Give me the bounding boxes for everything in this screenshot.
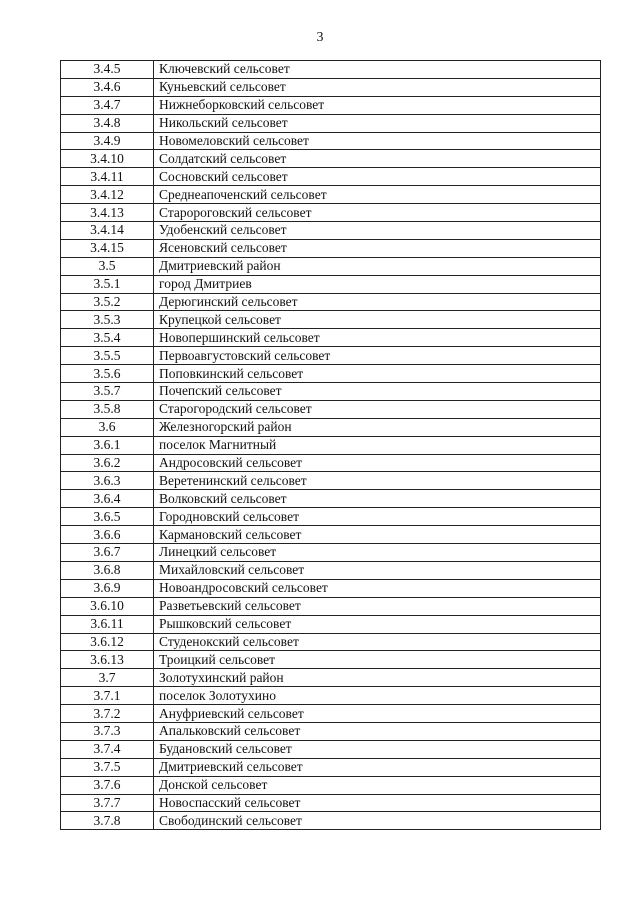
row-name-cell: Почепский сельсовет	[154, 383, 601, 401]
table-row	[61, 293, 601, 311]
table-row	[61, 544, 601, 562]
row-code-cell: 3.7.3	[61, 722, 154, 740]
row-name-cell: Среднеапоченский сельсовет	[154, 186, 601, 204]
row-name-cell: Удобенский сельсовет	[154, 222, 601, 240]
row-code-cell: 3.4.8	[61, 114, 154, 132]
row-name-cell: Старогородский сельсовет	[154, 400, 601, 418]
row-code-cell: 3.7.2	[61, 705, 154, 723]
row-code-cell: 3.4.7	[61, 96, 154, 114]
row-name-cell: Поповкинский сельсовет	[154, 365, 601, 383]
table-row	[61, 615, 601, 633]
row-name-cell: Веретенинский сельсовет	[154, 472, 601, 490]
table-row	[61, 61, 601, 79]
row-code-cell: 3.6.1	[61, 436, 154, 454]
table-row	[61, 168, 601, 186]
table-row	[61, 400, 601, 418]
row-code-cell: 3.6.10	[61, 597, 154, 615]
row-code-cell: 3.5	[61, 257, 154, 275]
row-name-cell: Апальковский сельсовет	[154, 722, 601, 740]
table-row	[61, 597, 601, 615]
row-code-cell: 3.4.5	[61, 61, 154, 79]
row-name-cell: Андросовский сельсовет	[154, 454, 601, 472]
table-row	[61, 132, 601, 150]
row-code-cell: 3.5.2	[61, 293, 154, 311]
table-row	[61, 222, 601, 240]
table-row	[61, 526, 601, 544]
row-name-cell: поселок Золотухино	[154, 687, 601, 705]
row-code-cell: 3.6.12	[61, 633, 154, 651]
table-row	[61, 812, 601, 830]
row-code-cell: 3.7.6	[61, 776, 154, 794]
row-code-cell: 3.5.5	[61, 347, 154, 365]
row-code-cell: 3.6.5	[61, 508, 154, 526]
table-row	[61, 311, 601, 329]
table-row	[61, 490, 601, 508]
row-name-cell: Солдатский сельсовет	[154, 150, 601, 168]
table-row	[61, 96, 601, 114]
table-row	[61, 758, 601, 776]
row-name-cell: Линецкий сельсовет	[154, 544, 601, 562]
row-code-cell: 3.5.6	[61, 365, 154, 383]
row-name-cell: Первоавгустовский сельсовет	[154, 347, 601, 365]
table-row	[61, 418, 601, 436]
page-number: 3	[316, 30, 324, 45]
table-row	[61, 114, 601, 132]
table-row	[61, 365, 601, 383]
table-row	[61, 239, 601, 257]
row-name-cell: Дмитриевский сельсовет	[154, 758, 601, 776]
table-row	[61, 275, 601, 293]
row-code-cell: 3.6.11	[61, 615, 154, 633]
row-code-cell: 3.6.7	[61, 544, 154, 562]
row-code-cell: 3.4.13	[61, 204, 154, 222]
row-code-cell: 3.4.10	[61, 150, 154, 168]
table-row	[61, 633, 601, 651]
row-name-cell: Новомеловский сельсовет	[154, 132, 601, 150]
row-name-cell: Троицкий сельсовет	[154, 651, 601, 669]
table-row	[61, 204, 601, 222]
row-code-cell: 3.7.5	[61, 758, 154, 776]
row-code-cell: 3.5.3	[61, 311, 154, 329]
row-name-cell: Дерюгинский сельсовет	[154, 293, 601, 311]
row-name-cell: Куньевский сельсовет	[154, 78, 601, 96]
row-code-cell: 3.4.9	[61, 132, 154, 150]
table-row	[61, 347, 601, 365]
row-code-cell: 3.5.4	[61, 329, 154, 347]
table-row	[61, 669, 601, 687]
table-row	[61, 705, 601, 723]
row-name-cell: поселок Магнитный	[154, 436, 601, 454]
row-name-cell: Городновский сельсовет	[154, 508, 601, 526]
row-name-cell: Новоспасский сельсовет	[154, 794, 601, 812]
row-code-cell: 3.6.4	[61, 490, 154, 508]
row-name-cell: Рышковский сельсовет	[154, 615, 601, 633]
row-name-cell: Волковский сельсовет	[154, 490, 601, 508]
row-name-cell: Новопершинский сельсовет	[154, 329, 601, 347]
table-row	[61, 454, 601, 472]
row-name-cell: Ясеновский сельсовет	[154, 239, 601, 257]
row-code-cell: 3.5.8	[61, 400, 154, 418]
table-row	[61, 78, 601, 96]
row-code-cell: 3.6.8	[61, 561, 154, 579]
table-row	[61, 687, 601, 705]
row-name-cell: Крупецкой сельсовет	[154, 311, 601, 329]
row-code-cell: 3.6.3	[61, 472, 154, 490]
row-name-cell: Донской сельсовет	[154, 776, 601, 794]
row-code-cell: 3.7.7	[61, 794, 154, 812]
table-row	[61, 740, 601, 758]
table-row	[61, 150, 601, 168]
list-table	[60, 60, 601, 830]
table-body	[61, 61, 601, 830]
table-row	[61, 776, 601, 794]
row-code-cell: 3.4.11	[61, 168, 154, 186]
table-row	[61, 472, 601, 490]
row-name-cell: Старороговский сельсовет	[154, 204, 601, 222]
table-row	[61, 383, 601, 401]
row-name-cell: Кармановский сельсовет	[154, 526, 601, 544]
table-row	[61, 329, 601, 347]
territory-list-table	[60, 60, 601, 830]
row-code-cell: 3.4.15	[61, 239, 154, 257]
table-row	[61, 579, 601, 597]
table-row	[61, 722, 601, 740]
row-code-cell: 3.6.13	[61, 651, 154, 669]
row-code-cell: 3.6.2	[61, 454, 154, 472]
row-code-cell: 3.4.14	[61, 222, 154, 240]
row-code-cell: 3.7	[61, 669, 154, 687]
row-name-cell: Дмитриевский район	[154, 257, 601, 275]
row-code-cell: 3.5.1	[61, 275, 154, 293]
table-row	[61, 651, 601, 669]
table-row	[61, 794, 601, 812]
row-name-cell: Золотухинский район	[154, 669, 601, 687]
row-code-cell: 3.7.8	[61, 812, 154, 830]
row-code-cell: 3.6	[61, 418, 154, 436]
row-code-cell: 3.6.9	[61, 579, 154, 597]
table-row	[61, 257, 601, 275]
table-row	[61, 186, 601, 204]
table-row	[61, 436, 601, 454]
table-row	[61, 561, 601, 579]
row-name-cell: Свободинский сельсовет	[154, 812, 601, 830]
row-name-cell: Будановский сельсовет	[154, 740, 601, 758]
row-code-cell: 3.7.1	[61, 687, 154, 705]
row-name-cell: Студенокский сельсовет	[154, 633, 601, 651]
row-name-cell: Новоандросовский сельсовет	[154, 579, 601, 597]
row-code-cell: 3.7.4	[61, 740, 154, 758]
row-name-cell: город Дмитриев	[154, 275, 601, 293]
table-row	[61, 508, 601, 526]
row-name-cell: Никольский сельсовет	[154, 114, 601, 132]
row-name-cell: Михайловский сельсовет	[154, 561, 601, 579]
row-name-cell: Нижнеборковский сельсовет	[154, 96, 601, 114]
row-name-cell: Ануфриевский сельсовет	[154, 705, 601, 723]
row-name-cell: Железногорский район	[154, 418, 601, 436]
row-name-cell: Ключевский сельсовет	[154, 61, 601, 79]
row-code-cell: 3.5.7	[61, 383, 154, 401]
row-name-cell: Разветьевский сельсовет	[154, 597, 601, 615]
row-code-cell: 3.4.12	[61, 186, 154, 204]
row-name-cell: Сосновский сельсовет	[154, 168, 601, 186]
row-code-cell: 3.6.6	[61, 526, 154, 544]
row-code-cell: 3.4.6	[61, 78, 154, 96]
